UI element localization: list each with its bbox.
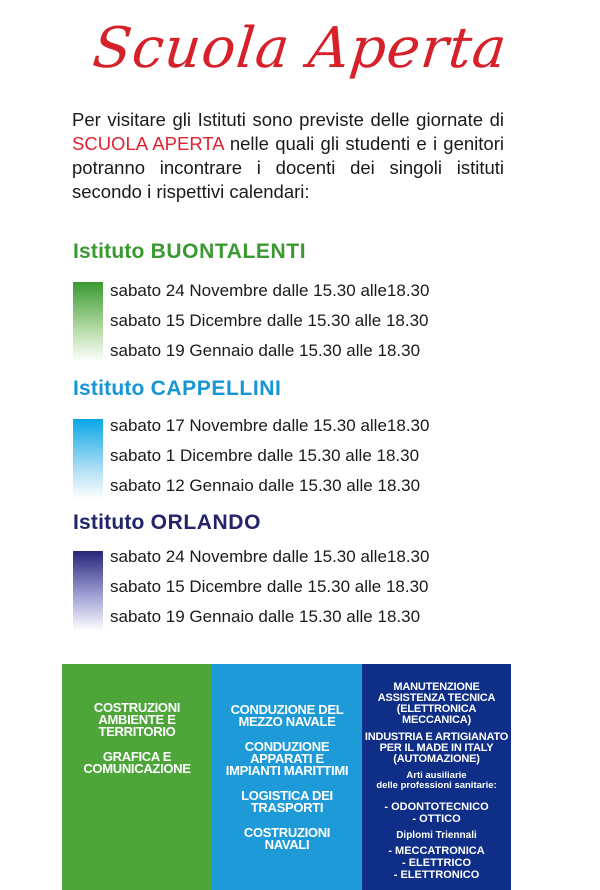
institute-name: CAPPELLINI — [150, 377, 282, 400]
course-list — [362, 845, 511, 881]
course-group — [212, 827, 362, 851]
institute-title-buontalenti — [73, 240, 306, 264]
institute-title-cappellini — [73, 377, 281, 401]
course-list-item: - OTTICO — [412, 813, 461, 825]
date-item: sabato 15 Dicembre dalle 15.30 alle 18.30 — [110, 577, 429, 596]
course-group — [62, 702, 212, 738]
date-item: sabato 19 Gennaio dalle 15.30 alle 18.30 — [110, 607, 421, 626]
course-group — [362, 682, 511, 726]
course-list-item: - ELETTRONICO — [393, 869, 480, 881]
date-item: sabato 24 Novembre dalle 15.30 alle18.30 — [110, 281, 430, 300]
date-item: sabato 17 Novembre dalle 15.30 alle18.30 — [110, 416, 430, 435]
date-item: sabato 19 Gennaio dalle 15.30 alle 18.30 — [110, 341, 421, 360]
courses-column-buontalenti — [62, 664, 212, 890]
orlando-dates — [110, 542, 429, 632]
course-note-line: delle professioni sanitarie: — [376, 780, 497, 791]
course-line: TRASPORTI — [250, 800, 324, 815]
institute-name: ORLANDO — [150, 511, 261, 534]
courses-column-cappellini — [212, 664, 362, 890]
intro-text-1: Per visitare gli Istituti sono previste delle giornate di — [72, 109, 504, 130]
cappellini-color-bar — [73, 419, 103, 499]
course-group — [362, 732, 511, 765]
course-line: GRAFICA E — [102, 749, 172, 764]
course-list-item: - ELETTRICO — [401, 857, 472, 869]
course-list — [362, 801, 511, 825]
course-line: NAVALI — [264, 837, 310, 852]
institute-prefix: Istituto — [73, 511, 145, 534]
institute-title-orlando — [73, 511, 261, 535]
course-line: (AUTOMAZIONE) — [393, 753, 480, 765]
institute-name: BUONTALENTI — [150, 240, 307, 263]
course-line: (ELETTRONICA MECCANICA) — [396, 703, 477, 726]
course-line: INDUSTRIA E ARTIGIANATO — [364, 731, 509, 743]
page-title: Scuola Aperta — [89, 16, 511, 81]
date-item: sabato 1 Dicembre dalle 15.30 alle 18.30 — [110, 446, 420, 465]
date-item: sabato 12 Gennaio dalle 15.30 alle 18.30 — [110, 476, 421, 495]
course-line: CONDUZIONE DEL — [230, 702, 344, 717]
course-line: MEZZO NAVALE — [238, 714, 336, 729]
course-line: APPARATI E — [250, 751, 324, 766]
date-item: sabato 24 Novembre dalle 15.30 alle18.30 — [110, 547, 430, 566]
course-line: COSTRUZIONI — [93, 700, 181, 715]
buontalenti-dates — [110, 276, 429, 366]
course-note-line: Arti ausiliarie — [406, 770, 467, 781]
course-list-item: - MECCATRONICA — [388, 845, 485, 857]
course-list-item: - ODONTOTECNICO — [384, 801, 489, 813]
course-group — [212, 790, 362, 814]
course-line: COSTRUZIONI — [243, 825, 331, 840]
course-group — [62, 751, 212, 775]
course-group — [212, 704, 362, 728]
course-note — [362, 771, 511, 791]
date-item: sabato 15 Dicembre dalle 15.30 alle 18.30 — [110, 311, 429, 330]
course-line: COMUNICAZIONE — [83, 761, 191, 776]
course-group — [212, 741, 362, 777]
course-line: PER IL MADE IN ITALY — [379, 742, 494, 754]
course-line: AMBIENTE E — [98, 712, 176, 727]
course-line: IMPIANTI MARITTIMI — [225, 763, 349, 778]
intro-highlight: SCUOLA APERTA — [72, 133, 224, 154]
course-line: LOGISTICA DEI — [241, 788, 333, 803]
course-subheading: Diplomi Triennali — [396, 830, 477, 841]
course-line: TERRITORIO — [98, 724, 176, 739]
institute-prefix: Istituto — [73, 240, 145, 263]
course-line: CONDUZIONE — [244, 739, 330, 754]
intro-paragraph — [72, 108, 504, 204]
institute-prefix: Istituto — [73, 377, 145, 400]
courses-column-orlando — [362, 664, 511, 890]
course-line: MANUTENZIONE — [393, 681, 480, 693]
courses-panel — [62, 664, 511, 890]
intro-text-2: nelle quali gli studenti e i genitori potranno incontrare i docenti dei singoli istituti secondo i rispettivi calendari: — [72, 133, 504, 202]
cappellini-dates — [110, 411, 429, 501]
orlando-color-bar — [73, 551, 103, 631]
course-line: ASSISTENZA TECNICA — [377, 692, 496, 704]
buontalenti-color-bar — [73, 282, 103, 362]
